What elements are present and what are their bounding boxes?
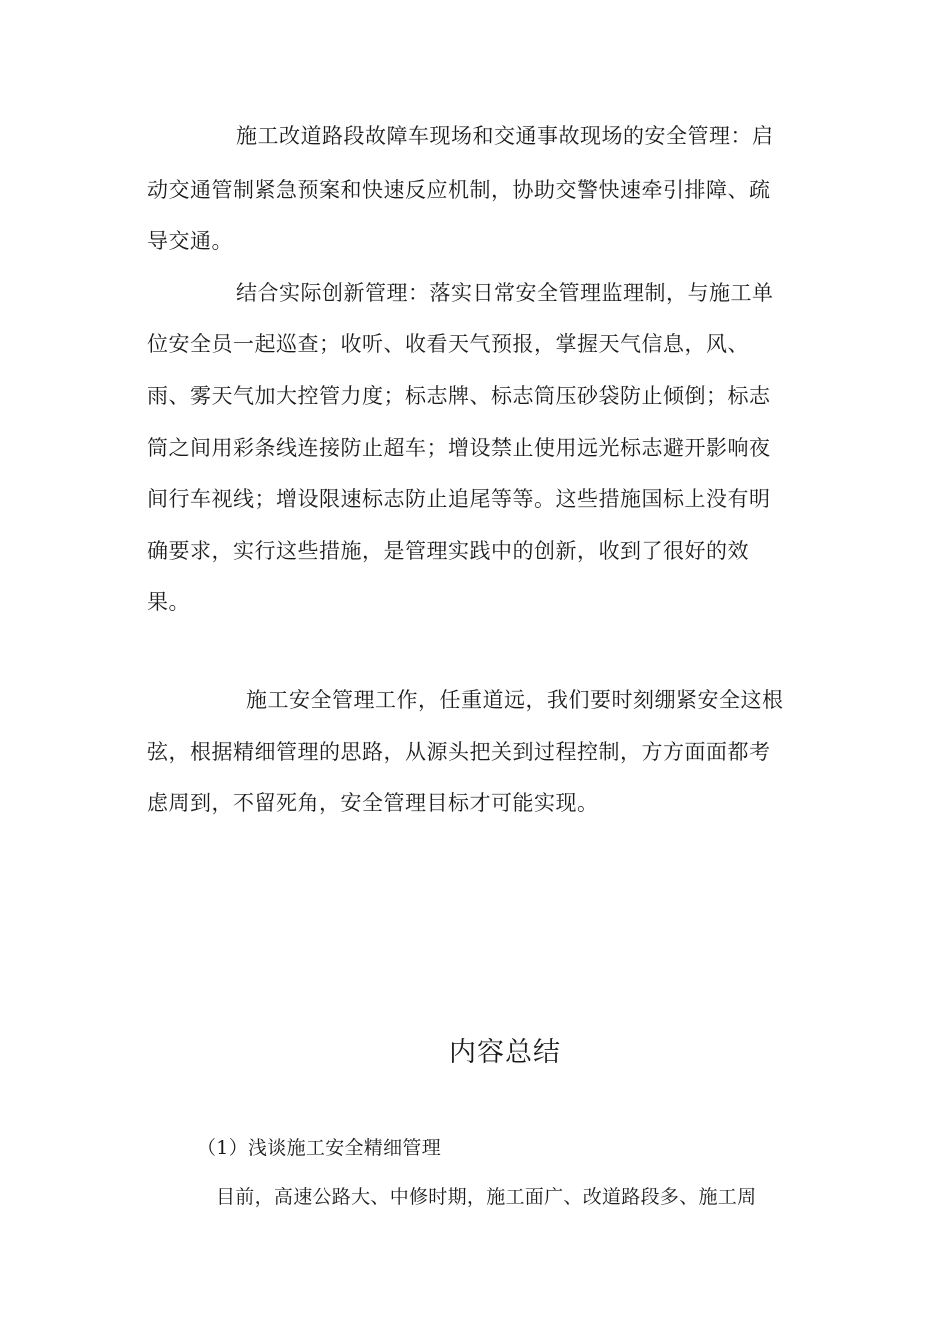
paragraph-line: 动交通管制紧急预案和快速反应机制，协助交警快速牵引排障、疏 <box>147 178 771 202</box>
paragraph-line: 结合实际创新管理：落实日常安全管理监理制，与施工单 <box>236 281 774 305</box>
paragraph-line: 果。 <box>147 590 190 614</box>
paragraph-line: 虑周到，不留死角，安全管理目标才可能实现。 <box>147 791 599 815</box>
paragraph-line: 雨、雾天气加大控管力度；标志牌、标志筒压砂袋防止倾倒；标志 <box>147 384 771 408</box>
summary-title: 内容总结 <box>449 1037 561 1068</box>
summary-item-heading: （1）浅谈施工安全精细管理 <box>197 1137 441 1159</box>
paragraph-line: 位安全员一起巡查；收听、收看天气预报，掌握天气信息，风、 <box>147 332 749 356</box>
paragraph-line: 施工改道路段故障车现场和交通事故现场的安全管理：启 <box>236 124 774 148</box>
paragraph-line: 确要求，实行这些措施，是管理实践中的创新，收到了很好的效 <box>147 539 749 563</box>
paragraph-line: 弦，根据精细管理的思路，从源头把关到过程控制，方方面面都考 <box>147 740 771 764</box>
paragraph-line: 施工安全管理工作，任重道远，我们要时刻绷紧安全这根 <box>246 688 784 712</box>
paragraph-line: 导交通。 <box>147 229 233 253</box>
summary-item-text: 目前，高速公路大、中修时期，施工面广、改道路段多、施工周 <box>216 1186 757 1208</box>
paragraph-line: 筒之间用彩条线连接防止超车；增设禁止使用远光标志避开影响夜 <box>147 436 771 460</box>
paragraph-line: 间行车视线；增设限速标志防止追尾等等。这些措施国标上没有明 <box>147 487 771 511</box>
